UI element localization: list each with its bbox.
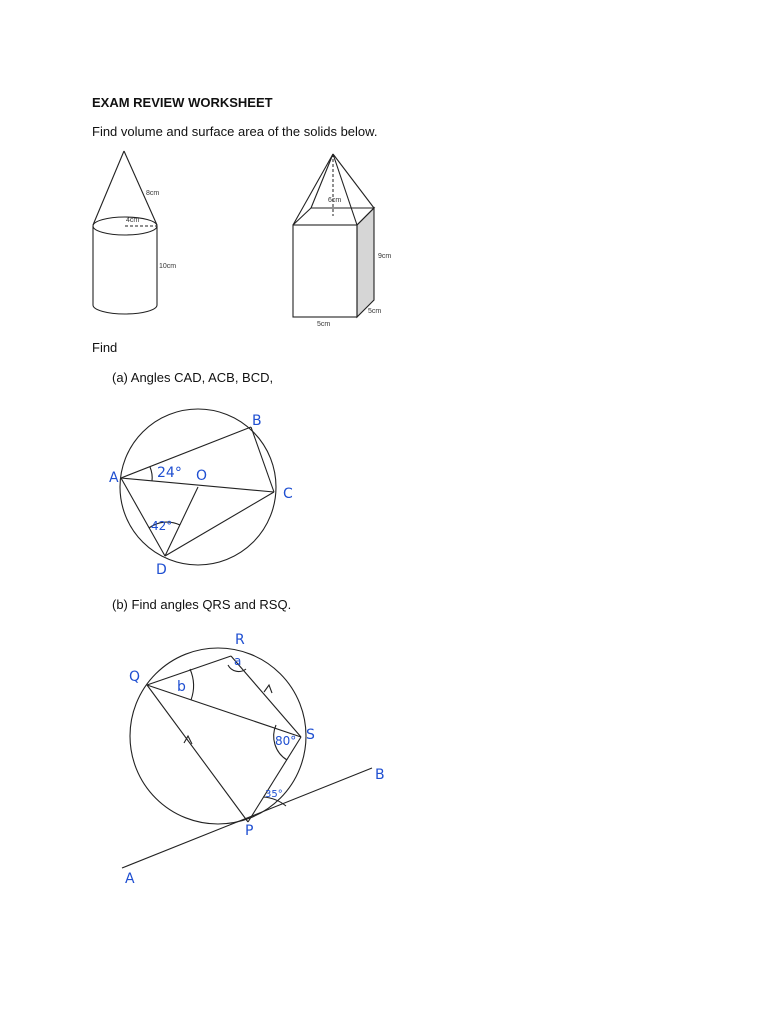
find-label: Find (92, 340, 118, 355)
prism-width-label: 5cm (317, 321, 331, 328)
pyramid-label: 6cm (328, 197, 342, 204)
point-a-label-b: A (125, 871, 135, 887)
slant-label: 8cm (146, 190, 160, 197)
point-q-label: Q (129, 669, 141, 685)
point-r-label: R (235, 632, 245, 648)
question-b: (b) Find angles QRS and RSQ. (112, 597, 292, 612)
tangent-line-ab (122, 768, 372, 868)
angle-adc-label: 42° (151, 519, 173, 533)
parallel-arrow-rs (264, 685, 272, 693)
point-b-label: B (252, 413, 262, 429)
angle-s-label: 80° (275, 734, 297, 748)
chord-qp (147, 685, 248, 822)
worksheet-title: EXAM REVIEW WORKSHEET (92, 95, 273, 110)
prism-height-label: 9cm (378, 253, 392, 260)
angle-bac-label: 24° (157, 465, 182, 481)
point-a-label: A (109, 470, 119, 486)
height-label: 10cm (159, 263, 177, 270)
point-p-label: P (245, 823, 254, 839)
point-c-label: C (283, 486, 293, 502)
angle-arc-q (190, 669, 193, 700)
angle-a-label: a (234, 654, 242, 668)
point-s-label: S (306, 727, 315, 743)
chord-ps (248, 737, 301, 822)
point-o-label: O (196, 468, 208, 484)
angle-b-label: b (177, 679, 186, 695)
instruction-text: Find volume and surface area of the solids below. (92, 124, 378, 139)
prism-depth-label: 5cm (368, 308, 382, 315)
radius-label: 4cm (126, 217, 140, 224)
point-d-label: D (156, 562, 167, 578)
angle-p-label: 35° (265, 789, 283, 800)
question-a: (a) Angles CAD, ACB, BCD, (112, 370, 274, 385)
point-b-label-b: B (375, 767, 385, 783)
